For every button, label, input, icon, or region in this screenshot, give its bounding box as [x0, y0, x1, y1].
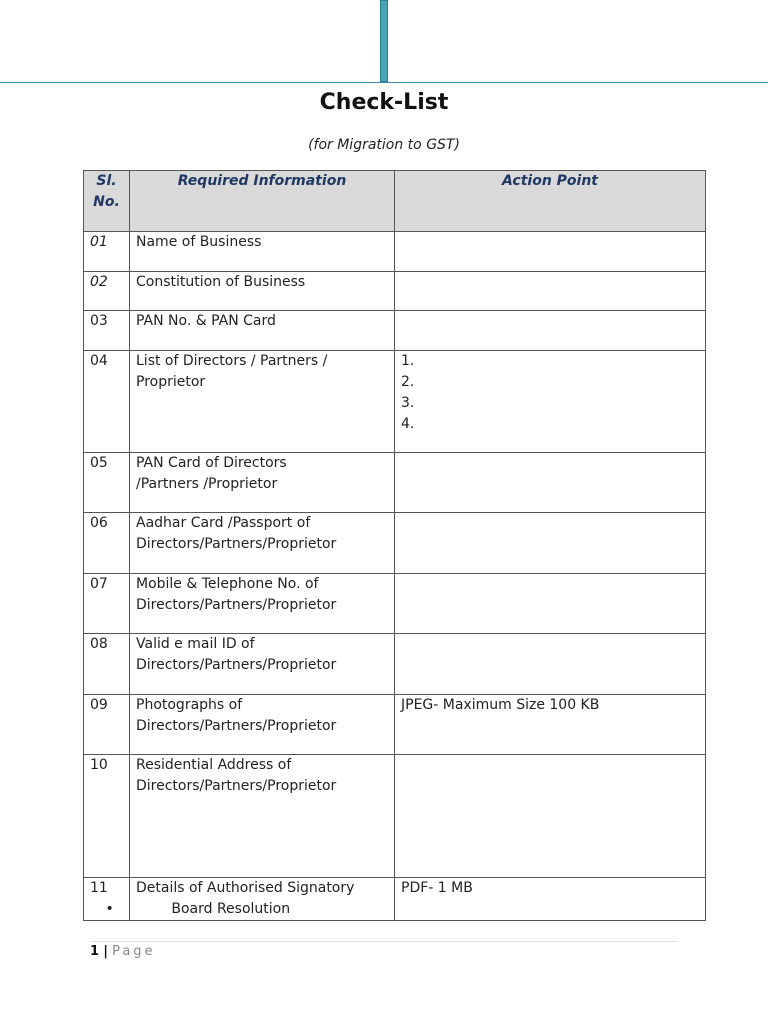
header-accent-bar [380, 0, 388, 82]
row-number: 01 [84, 232, 130, 272]
table-row [84, 634, 706, 695]
footer-page-label: Page [112, 944, 156, 959]
row-number: 11 [84, 878, 130, 921]
action-point-cell[interactable] [395, 453, 706, 513]
required-info-cell: List of Directors / Partners / Proprietor [130, 351, 395, 453]
header-action-point: Action Point [395, 171, 706, 232]
director-slot-1: 1. [401, 353, 415, 369]
footer-separator: | [103, 944, 108, 959]
bullet-list-item: • Board Resolution [136, 899, 388, 920]
required-info-cell: Mobile & Telephone No. of Directors/Partners/Proprietor [130, 574, 395, 634]
table-row [84, 351, 706, 453]
row-number: 06 [84, 513, 130, 574]
action-point-cell[interactable] [395, 272, 706, 311]
table-row [84, 574, 706, 634]
required-info-cell: Photographs of Directors/Partners/Proprietor [130, 695, 395, 755]
action-point-cell[interactable] [395, 574, 706, 634]
row-number: 03 [84, 311, 130, 351]
action-point-cell[interactable] [395, 311, 706, 351]
action-point-cell[interactable] [395, 232, 706, 272]
director-slot-4: 4. [401, 416, 415, 432]
row-number: 09 [84, 695, 130, 755]
table-row [84, 755, 706, 878]
table-row [84, 311, 706, 351]
table-row [84, 878, 706, 921]
row-number: 02 [84, 272, 130, 311]
header-rule [0, 82, 768, 83]
required-info-cell: Constitution of Business [130, 272, 395, 311]
row-number: 07 [84, 574, 130, 634]
action-point-cell[interactable]: PDF- 1 MB [395, 878, 706, 921]
required-info-cell: Residential Address of Directors/Partners/Proprietor [130, 755, 395, 878]
page-subtitle: (for Migration to GST) [308, 137, 460, 153]
action-point-cell[interactable] [395, 634, 706, 695]
action-point-cell[interactable] [395, 513, 706, 574]
header-required-information: Required Information [130, 171, 395, 232]
table-header-row [84, 171, 706, 232]
required-info-cell: PAN No. & PAN Card [130, 311, 395, 351]
row-number: 10 [84, 755, 130, 878]
action-point-cell[interactable]: JPEG- Maximum Size 100 KB [395, 695, 706, 755]
table-row [84, 232, 706, 272]
table-row [84, 453, 706, 513]
required-info-cell: Details of Authorised Signatory • Board Resolution [130, 878, 395, 921]
table-row [84, 695, 706, 755]
action-point-cell[interactable] [395, 351, 706, 453]
row-number: 05 [84, 453, 130, 513]
bullet-icon: • [105, 901, 114, 917]
table-row [84, 513, 706, 574]
required-info-cell: Aadhar Card /Passport of Directors/Partners/Proprietor [130, 513, 395, 574]
director-slot-2: 2. [401, 374, 415, 390]
page-footer [90, 944, 156, 959]
required-info-cell: Name of Business [130, 232, 395, 272]
action-point-cell[interactable] [395, 755, 706, 878]
table-row [84, 272, 706, 311]
row-number: 04 [84, 351, 130, 453]
page-title: Check-List [319, 90, 449, 115]
required-info-cell: PAN Card of Directors /Partners /Proprietor [130, 453, 395, 513]
page-number: 1 [90, 944, 100, 959]
row-number: 08 [84, 634, 130, 695]
checklist-table [83, 170, 706, 921]
director-slot-3: 3. [401, 395, 415, 411]
required-info-cell: Valid e mail ID of Directors/Partners/Proprietor [130, 634, 395, 695]
footer-rule [90, 941, 678, 942]
header-sl-no: Sl. No. [84, 171, 130, 232]
